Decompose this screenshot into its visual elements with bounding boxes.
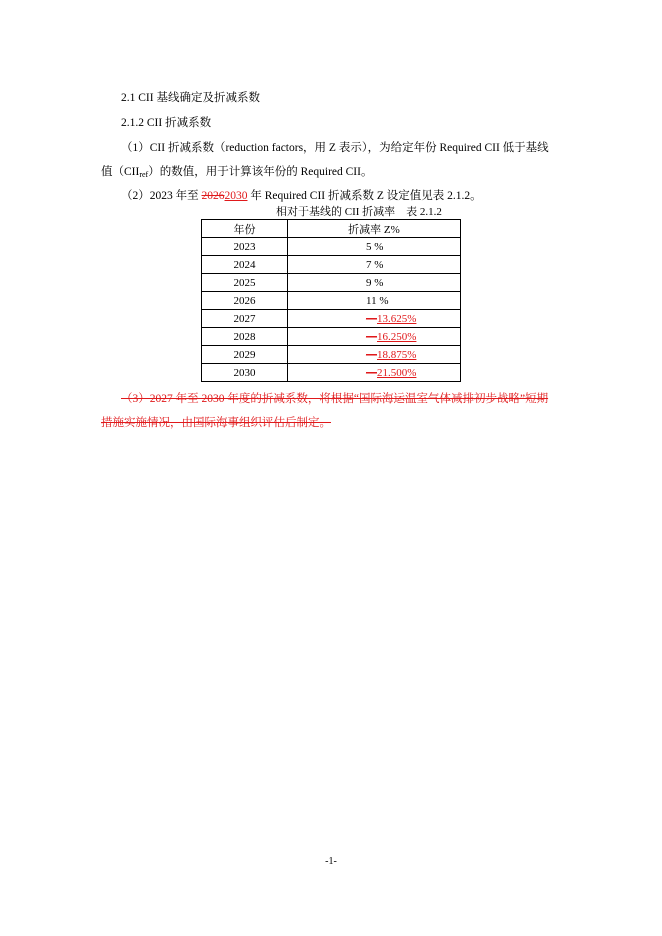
table-row bbox=[202, 364, 461, 382]
table-cell-rate bbox=[288, 274, 461, 292]
paragraph-1-line-2-start: 值（CII bbox=[101, 166, 140, 178]
deleted-paragraph-3-line-1: （3）2027 年至 2030 年度的折减系数，将根据“国际海运温室气体减排初步战略”短期 bbox=[121, 393, 549, 405]
inserted-rate-value: 13.625% bbox=[377, 312, 417, 325]
table-cell-rate bbox=[288, 364, 461, 382]
inserted-year: 2030 bbox=[224, 190, 248, 202]
paragraph-2-suffix: 年 Required CII 折减系数 Z 设定值见表 2.1.2。 bbox=[247, 190, 482, 202]
rate-value: 9 % bbox=[366, 276, 384, 289]
table-cell-year: 2025 bbox=[202, 274, 288, 292]
cii-ref-subscript: ref bbox=[139, 170, 149, 179]
table-cell-rate bbox=[288, 346, 461, 364]
section-heading-2-1-2: 2.1.2 CII 折减系数 bbox=[121, 117, 212, 129]
deleted-paragraph-3-line-2: 措施实施情况，由国际海事组织评估后制定。 bbox=[101, 417, 331, 429]
table-cell-year: 2024 bbox=[202, 256, 288, 274]
paragraph-1-line-2-end: ）的数值，用于计算该年份的 Required CII。 bbox=[148, 166, 373, 178]
rate-value: 5 % bbox=[366, 240, 384, 253]
table-row bbox=[202, 256, 461, 274]
cii-reduction-table bbox=[201, 219, 461, 382]
table-caption: 相对于基线的 CII 折减率 表 2.1.2 bbox=[276, 206, 442, 218]
inserted-rate-value: 16.250% bbox=[377, 330, 417, 343]
deleted-mark: — bbox=[366, 330, 377, 343]
paragraph-1-line-1: （1）CII 折减系数（reduction factors，用 Z 表示），为给定年份 Required CII 低于基线 bbox=[121, 142, 549, 154]
table-cell-rate bbox=[288, 310, 461, 328]
table-cell-year: 2026 bbox=[202, 292, 288, 310]
deleted-mark: — bbox=[366, 312, 377, 325]
table-cell-year: 2029 bbox=[202, 346, 288, 364]
table-row bbox=[202, 292, 461, 310]
table-row bbox=[202, 328, 461, 346]
deleted-mark: — bbox=[366, 348, 377, 361]
table-row bbox=[202, 310, 461, 328]
deleted-year: 2026 bbox=[201, 190, 225, 202]
table-cell-year: 2030 bbox=[202, 364, 288, 382]
table-cell-rate bbox=[288, 238, 461, 256]
page-number: -1- bbox=[325, 856, 337, 867]
header-year: 年份 bbox=[202, 220, 288, 238]
table-cell-year: 2027 bbox=[202, 310, 288, 328]
inserted-rate-value: 21.500% bbox=[377, 366, 417, 379]
table-header-row bbox=[202, 220, 461, 238]
rate-value: 11 % bbox=[366, 294, 389, 307]
rate-value: 7 % bbox=[366, 258, 384, 271]
table-cell-year: 2023 bbox=[202, 238, 288, 256]
table-row bbox=[202, 346, 461, 364]
header-rate: 折减率 Z% bbox=[288, 220, 461, 238]
table-row bbox=[202, 274, 461, 292]
section-heading-2-1: 2.1 CII 基线确定及折减系数 bbox=[121, 92, 260, 104]
table-cell-rate bbox=[288, 292, 461, 310]
table-cell-year: 2028 bbox=[202, 328, 288, 346]
table-row bbox=[202, 238, 461, 256]
deleted-mark: — bbox=[366, 366, 377, 379]
paragraph-1-line-2 bbox=[101, 163, 372, 179]
table-cell-rate bbox=[288, 256, 461, 274]
paragraph-2-prefix: （2）2023 年至 bbox=[121, 190, 202, 202]
paragraph-2 bbox=[121, 187, 482, 203]
table-cell-rate bbox=[288, 328, 461, 346]
inserted-rate-value: 18.875% bbox=[377, 348, 417, 361]
